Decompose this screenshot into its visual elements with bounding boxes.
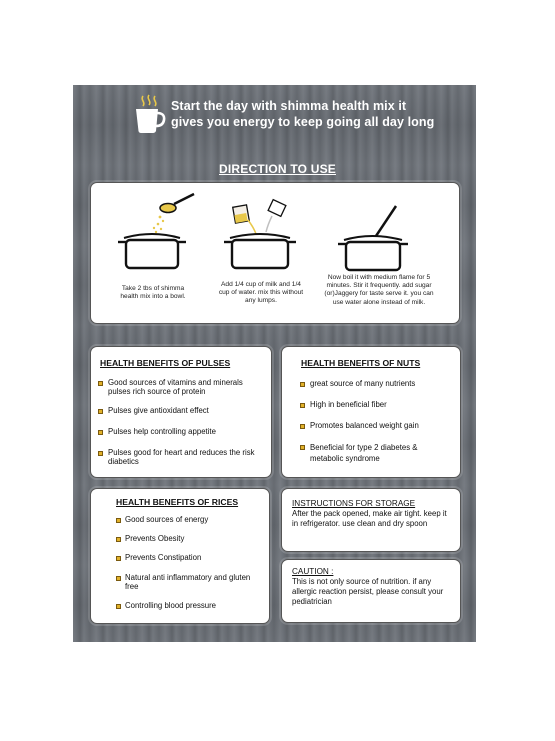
- storage-text: After the pack opened, make air tight. keep it in refrigerator. use clean and dry spoon: [292, 509, 447, 529]
- pot-with-milk-water-icon: [224, 196, 314, 276]
- header-tagline: Start the day with shimma health mix it gives you energy to keep going all day long: [171, 99, 435, 129]
- directions-title: DIRECTION TO USE: [219, 162, 336, 176]
- pot-boiling-icon: [336, 202, 426, 276]
- rices-item: Natural anti inflammatory and gluten free: [125, 573, 251, 592]
- nuts-item: Beneficial for type 2 diabetes & metabolic syndrome: [310, 443, 418, 463]
- bullet-icon: [300, 445, 305, 450]
- step-3-text: Now boil it with medium flame for 5 minutes. Stir it frequently. add sugar (or)Jaggery for taste serve it. you can use water alone instead of milk.: [324, 274, 434, 306]
- bullet-icon: [98, 430, 103, 435]
- rices-title: HEALTH BENEFITS OF RICES: [116, 497, 239, 507]
- pot-with-spoon-icon: [116, 190, 206, 274]
- nuts-item: Promotes balanced weight gain: [310, 421, 419, 430]
- caution-title: CAUTION :: [292, 567, 334, 576]
- rices-item: Prevents Constipation: [125, 553, 202, 562]
- pulses-title: HEALTH BENEFITS OF PULSES: [100, 358, 231, 368]
- bullet-icon: [98, 381, 103, 386]
- bullet-icon: [300, 403, 305, 408]
- nuts-item: High in beneficial fiber: [310, 400, 387, 409]
- coffee-cup-icon: [134, 94, 168, 134]
- bullet-icon: [116, 604, 121, 609]
- nuts-item: great source of many nutrients: [310, 379, 416, 388]
- rices-item: Prevents Obesity: [125, 534, 185, 543]
- pulses-item: Good sources of vitamins and minerals pulses rich source of protein: [108, 378, 243, 397]
- caution-text: This is not only source of nutrition. if any allergic reaction persist, please consult your pediatrician: [292, 577, 444, 607]
- bullet-icon: [116, 556, 121, 561]
- bullet-icon: [116, 576, 121, 581]
- nuts-title: HEALTH BENEFITS OF NUTS: [301, 358, 421, 368]
- bullet-icon: [300, 382, 305, 387]
- step-1-text: Take 2 tbs of shimma health mix into a bowl.: [120, 285, 186, 301]
- rices-item: Good sources of energy: [125, 515, 209, 524]
- bullet-icon: [98, 409, 103, 414]
- bullet-icon: [116, 518, 121, 523]
- bullet-icon: [98, 451, 103, 456]
- pulses-item: Pulses good for heart and reduces the risk diabetics: [108, 448, 255, 467]
- pulses-item: Pulses help controlling appetite: [108, 427, 216, 436]
- storage-title: INSTRUCTIONS FOR STORAGE: [292, 499, 416, 508]
- directions-heading: [0, 160, 555, 178]
- step-2-text: Add 1/4 cup of milk and 1/4 cup of water. mix this without any lumps.: [218, 281, 304, 305]
- rices-item: Controlling blood pressure: [125, 601, 217, 610]
- bullet-icon: [300, 424, 305, 429]
- pulses-item: Pulses give antioxidant effect: [108, 406, 209, 415]
- bullet-icon: [116, 537, 121, 542]
